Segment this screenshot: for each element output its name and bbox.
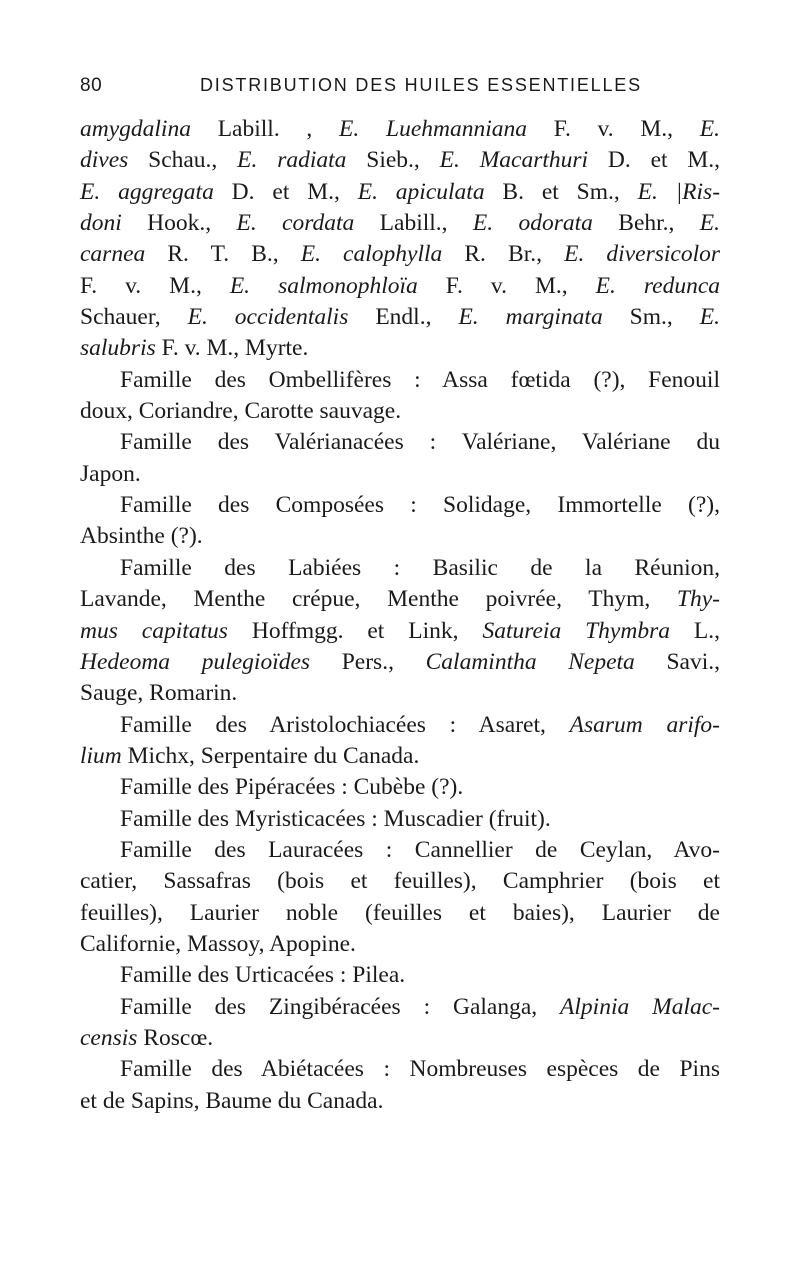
italic-run: salubris — [80, 335, 156, 362]
text-run: Hook., — [121, 210, 237, 237]
italic-run: dives — [80, 147, 129, 174]
text-run: Famille des Pipéracées : Cubèbe (?). — [120, 774, 464, 801]
text-line — [80, 553, 720, 584]
text-line — [80, 333, 720, 364]
text-line — [80, 1023, 720, 1054]
text-run: D. et M., — [213, 178, 358, 205]
body-text — [80, 114, 720, 1117]
text-line — [80, 710, 720, 741]
text-line — [80, 271, 720, 302]
text-run: Famille des Zingibéracées : Galanga, — [120, 993, 561, 1020]
italic-run: lium — [80, 742, 122, 769]
italic-run: E. Macarthuri — [439, 147, 589, 174]
text-line — [80, 584, 720, 615]
italic-run: Calamintha Nepeta — [425, 648, 635, 675]
running-title: DISTRIBUTION DES HUILES ESSENTIELLES — [200, 75, 642, 95]
text-run: Famille des Lauracées : Cannellier de Ceylan, Avo- — [120, 836, 720, 863]
text-line — [80, 145, 720, 176]
text-line — [80, 929, 720, 960]
text-run: Pers., — [310, 648, 426, 675]
italic-run: carnea — [80, 241, 146, 268]
italic-run: E. — [699, 116, 720, 142]
text-line — [80, 678, 720, 709]
text-run: R. T. B., — [145, 241, 301, 268]
italic-run: E. diversicolor — [564, 241, 720, 268]
italic-run: E. apiculata — [357, 178, 485, 205]
text-run: Famille des Urticacées : Pilea. — [120, 962, 406, 989]
text-line — [80, 239, 720, 270]
text-run: Californie, Massoy, Apopine. — [80, 930, 356, 957]
text-run: catier, Sassafras (bois et feuilles), Camphrier (bois et — [80, 868, 720, 895]
text-run: Roscœ. — [137, 1024, 214, 1051]
text-line — [80, 365, 720, 396]
text-run: Labill. , — [190, 116, 340, 142]
text-run: Endl., — [348, 304, 459, 331]
text-line — [80, 490, 720, 521]
italic-run: E. aggregata — [80, 178, 214, 205]
text-line — [80, 521, 720, 552]
page-header — [80, 75, 720, 103]
italic-run: E. — [699, 210, 720, 237]
text-run: Schau., — [128, 147, 238, 174]
text-line — [80, 772, 720, 803]
text-line — [80, 992, 720, 1023]
text-line — [80, 866, 720, 897]
italic-run: doni — [80, 210, 122, 237]
text-run: Famille des Abiétacées : Nombreuses espèces de Pins — [120, 1056, 720, 1083]
italic-run: Alpinia Malac- — [560, 993, 720, 1020]
text-run: F. v. M., — [80, 272, 230, 299]
italic-run: Satureia Thymbra — [482, 617, 670, 644]
text-run: Sm., — [602, 304, 700, 331]
italic-run: mus capitatus — [80, 617, 228, 644]
text-run: Famille des Aristolochiacées : Asaret, — [120, 711, 570, 738]
text-line — [80, 960, 720, 991]
text-line — [80, 898, 720, 929]
text-line — [80, 1054, 720, 1085]
text-line — [80, 647, 720, 678]
text-run: Labill., — [354, 210, 473, 237]
text-run: D. et M., — [588, 147, 721, 174]
text-line — [80, 1086, 720, 1117]
text-run: Famille des Ombellifères : Assa fœtida (?), Fenouil — [120, 366, 720, 393]
text-line — [80, 804, 720, 835]
italic-run: E. salmonophloïa — [229, 272, 418, 299]
text-run: F. v. M., — [417, 272, 596, 299]
page-number: 80 — [80, 75, 103, 96]
italic-run: E. cordata — [236, 210, 355, 237]
text-run: doux, Coriandre, Carotte sauvage. — [80, 398, 402, 425]
text-run: Lavande, Menthe crépue, Menthe poivrée, Thym, — [80, 586, 677, 613]
text-run: Hoffmgg. et Link, — [227, 617, 483, 644]
text-run: F. v. M., — [527, 116, 700, 142]
text-run: Savi., — [634, 648, 720, 675]
italic-run: amygdalina — [80, 116, 191, 142]
text-run: Absinthe (?). — [80, 523, 203, 550]
text-run: R. Br., — [442, 241, 565, 268]
text-line — [80, 177, 720, 208]
text-run: Famille des Composées : Solidage, Immortelle (?), — [120, 492, 720, 519]
italic-run: E. radiata — [237, 147, 347, 174]
text-line — [80, 616, 720, 647]
italic-run: Thy- — [676, 586, 720, 613]
text-run: L., — [669, 617, 721, 644]
italic-run: E. redunca — [595, 272, 720, 299]
italic-run: E. odorata — [472, 210, 593, 237]
text-run: Sieb., — [346, 147, 440, 174]
text-line — [80, 208, 720, 239]
text-run: Famille des Myristicacées : Muscadier (fruit). — [120, 805, 551, 832]
italic-run: E. marginata — [458, 304, 603, 331]
text-line — [80, 835, 720, 866]
text-line — [80, 114, 720, 145]
italic-run: E. occidentalis — [187, 304, 349, 331]
text-run: Japon. — [80, 460, 141, 487]
text-run: B. et Sm., — [484, 178, 638, 205]
italic-run: Asarum arifo- — [569, 711, 720, 738]
text-run: Behr., — [592, 210, 700, 237]
italic-run: censis — [80, 1024, 138, 1051]
italic-run: E. |Ris- — [637, 178, 721, 205]
text-run: et de Sapins, Baume du Canada. — [80, 1087, 384, 1114]
italic-run: E. Luehmanniana — [339, 116, 528, 142]
text-run: Michx, Serpentaire du Canada. — [121, 742, 420, 769]
text-run: F. v. M., Myrte. — [155, 335, 309, 362]
text-line — [80, 302, 720, 333]
text-line — [80, 459, 720, 490]
text-run: Sauge, Romarin. — [80, 680, 238, 707]
text-line — [80, 741, 720, 772]
text-line — [80, 427, 720, 458]
text-run: feuilles), Laurier noble (feuilles et baies), Laurier de — [80, 899, 720, 926]
text-line — [80, 396, 720, 427]
italic-run: E. calophylla — [300, 241, 443, 268]
italic-run: Hedeoma pulegioïdes — [80, 648, 311, 675]
italic-run: E. — [699, 304, 720, 331]
text-run: Schauer, — [80, 304, 188, 331]
text-run: Famille des Valérianacées : Valériane, Valériane du — [120, 429, 720, 456]
text-run: Famille des Labiées : Basilic de la Réunion, — [120, 554, 720, 581]
